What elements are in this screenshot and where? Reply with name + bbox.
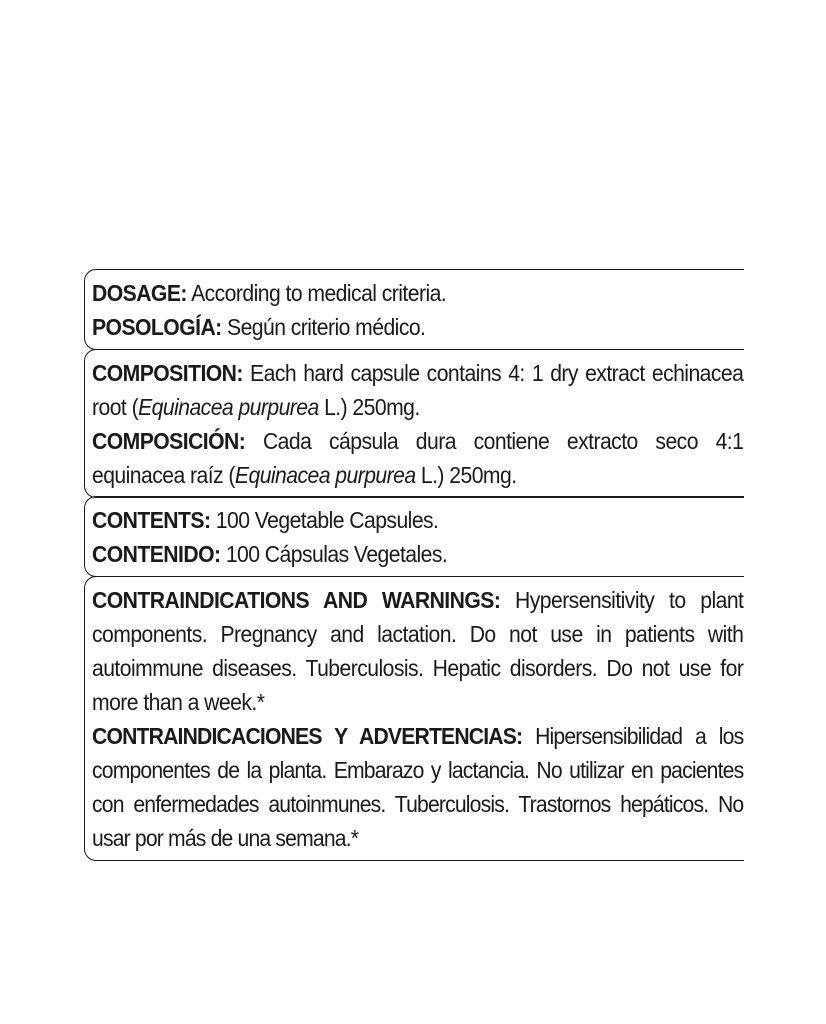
warnings-section [84,576,744,861]
composition-en-text-2: L.) 250mg. [318,393,420,420]
dosage-es [92,310,743,344]
dosage-en-label: DOSAGE: [92,280,187,306]
product-label [84,269,744,861]
composition-section [84,349,744,498]
warnings-es-label: CONTRAINDICACIONES Y ADVERTENCIAS: [92,722,523,749]
composition-es-label: COMPOSICIÓN: [92,427,246,454]
dosage-en-text: According to medical criteria. [186,280,447,306]
warnings-en [92,583,743,719]
composition-es-text-2: L.) 250mg. [415,461,517,488]
dosage-es-text: Según criterio médico. [221,314,426,340]
warnings-es [92,719,743,855]
dosage-es-label: POSOLOGÍA: [92,314,222,340]
warnings-es-text: Hipersensibilidad a los componentes de la planta. Embarazo y lactancia. No utilizar en pacientes con enfermedades autoinmunes. Tuberculosis. Trastornos hepáticos. No usar por más de una semana.* [92,722,744,851]
dosage-section [84,269,744,350]
composition-en [92,356,743,424]
composition-en-species: Equinacea purpurea [138,393,319,420]
contents-es-text: 100 Cápsulas Vegetales. [220,541,448,567]
contents-en-text: 100 Vegetable Capsules. [210,507,439,533]
composition-es [92,424,743,492]
contents-es [92,537,743,571]
composition-en-text-1: Each hard capsule contains 4: 1 dry extract echinacea root ( [92,359,744,420]
contents-en-label: CONTENTS: [92,507,211,533]
composition-es-text-1: Cada cápsula dura contiene extracto seco 4:1 equinacea raíz ( [92,427,744,488]
contents-section [84,496,744,577]
warnings-en-label: CONTRAINDICATIONS AND WARNINGS: [92,586,501,613]
contents-en [92,503,743,537]
dosage-en [92,276,743,310]
warnings-en-text: Hypersensitivity to plant components. Pregnancy and lactation. Do not use in patients with autoimmune diseases. Tuberculosis. Hepatic disorders. Do not use for more than a week.* [92,586,744,715]
contents-es-label: CONTENIDO: [92,541,221,567]
composition-en-label: COMPOSITION: [92,359,243,386]
composition-es-species: Equinacea purpurea [234,461,416,488]
